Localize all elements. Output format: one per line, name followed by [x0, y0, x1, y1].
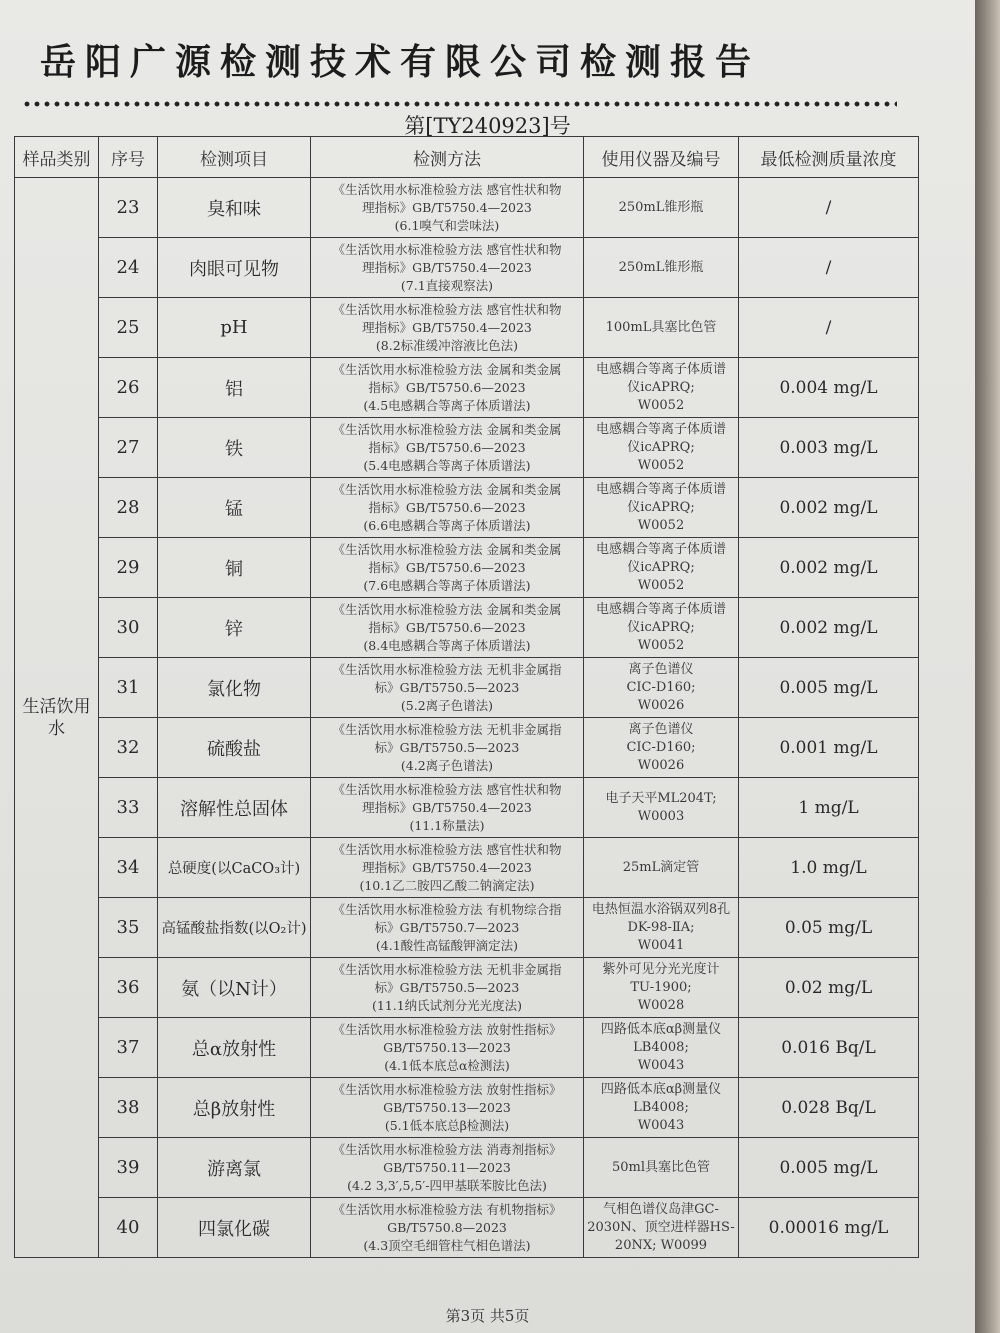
instrument-cell	[584, 958, 739, 1018]
test-method-cell	[311, 658, 584, 718]
method-line: (5.4电感耦合等离子体质谱法)	[363, 457, 531, 473]
method-line: 《生活饮用水标准检验方法 消毒剂指标》	[332, 1141, 562, 1157]
serial-no-cell: 36	[99, 958, 158, 1018]
serial-no-cell: 25	[99, 298, 158, 358]
test-item-cell: 铜	[158, 538, 311, 598]
instrument-line: DK-98-ⅡA;	[627, 919, 695, 935]
instrument-cell	[584, 478, 739, 538]
test-method-cell	[311, 718, 584, 778]
instrument-line: 100mL具塞比色管	[605, 319, 717, 335]
instrument-line: W0041	[637, 937, 685, 953]
method-line: (11.1纳氏试剂分光光度法)	[371, 997, 523, 1013]
method-line: (4.5电感耦合等离子体质谱法)	[363, 397, 531, 413]
test-method-cell	[311, 178, 584, 238]
instrument-line: W0052	[637, 637, 685, 653]
instrument-cell	[584, 538, 739, 598]
instrument-line: W0052	[637, 457, 685, 473]
min-detection-cell: 0.028 Bq/L	[739, 1078, 919, 1138]
table-header-row	[15, 137, 919, 178]
method-line: 《生活饮用水标准检验方法 有机物综合指	[332, 901, 562, 917]
instrument-line: W0043	[637, 1117, 685, 1133]
method-line: (6.6电感耦合等离子体质谱法)	[363, 517, 531, 533]
report-number: 第[TY240923]号	[404, 114, 571, 138]
serial-no-cell: 32	[99, 718, 158, 778]
header-test-item: 检测项目	[158, 137, 311, 178]
min-detection-cell: 0.002 mg/L	[739, 598, 919, 658]
method-line: 《生活饮用水标准检验方法 感官性状和物	[332, 301, 562, 317]
instrument-line: 电感耦合等离子体质谱	[595, 601, 726, 617]
instrument-line: LB4008;	[633, 1099, 689, 1115]
table-row	[15, 1198, 919, 1258]
min-detection-cell: /	[739, 298, 919, 358]
table-row	[15, 1138, 919, 1198]
method-line: 理指标》GB/T5750.4—2023	[362, 259, 532, 275]
method-line: GB/T5750.11—2023	[383, 1159, 511, 1175]
test-item-cell: 氯化物	[158, 658, 311, 718]
method-line: 指标》GB/T5750.6—2023	[368, 619, 526, 635]
instrument-line: 2030N、顶空进样器HS-	[587, 1219, 735, 1235]
instrument-line: W0026	[637, 697, 685, 713]
test-method-cell	[311, 538, 584, 598]
instrument-cell	[584, 718, 739, 778]
header-instrument: 使用仪器及编号	[584, 137, 739, 178]
instrument-line: 离子色谱仪	[628, 661, 694, 677]
instrument-line: LB4008;	[633, 1039, 689, 1055]
method-line: (8.4电感耦合等离子体质谱法)	[363, 637, 531, 653]
instrument-line: W0043	[637, 1057, 685, 1073]
method-line: 《生活饮用水标准检验方法 感官性状和物	[332, 241, 562, 257]
sample-category-cell: 生活饮用水	[15, 178, 99, 1258]
instrument-line: W0052	[637, 517, 685, 533]
method-line: 《生活饮用水标准检验方法 金属和类金属	[332, 361, 562, 377]
method-line: (4.2 3,3′,5,5′-四甲基联苯胺比色法)	[347, 1177, 547, 1193]
instrument-cell	[584, 778, 739, 838]
instrument-line: 气相色谱仪岛津GC-	[603, 1201, 719, 1217]
instrument-line: 电子天平ML204T;	[605, 790, 717, 806]
method-line: 理指标》GB/T5750.4—2023	[362, 319, 532, 335]
serial-no-cell: 34	[99, 838, 158, 898]
instrument-cell	[584, 298, 739, 358]
test-item-cell: 肉眼可见物	[158, 238, 311, 298]
table-row	[15, 358, 919, 418]
method-line: 标》GB/T5750.5—2023	[374, 739, 520, 755]
instrument-cell	[584, 1018, 739, 1078]
test-item-cell: 四氯化碳	[158, 1198, 311, 1258]
method-line: 《生活饮用水标准检验方法 金属和类金属	[332, 601, 562, 617]
method-line: (6.1嗅气和尝味法)	[394, 217, 500, 233]
instrument-line: W0052	[637, 397, 685, 413]
serial-no-cell: 40	[99, 1198, 158, 1258]
table-row	[15, 1018, 919, 1078]
instrument-line: W0003	[637, 808, 685, 824]
instrument-line: CIC-D160;	[626, 739, 696, 755]
method-line: 《生活饮用水标准检验方法 金属和类金属	[332, 421, 562, 437]
test-item-cell: 溶解性总固体	[158, 778, 311, 838]
serial-no-cell: 37	[99, 1018, 158, 1078]
method-line: 理指标》GB/T5750.4—2023	[362, 859, 532, 875]
serial-no-cell: 27	[99, 418, 158, 478]
test-method-cell	[311, 298, 584, 358]
test-item-cell: pH	[158, 298, 311, 358]
test-item-cell: 铁	[158, 418, 311, 478]
serial-no-cell: 28	[99, 478, 158, 538]
method-line: 指标》GB/T5750.6—2023	[368, 379, 526, 395]
method-line: (4.1酸性高锰酸钾滴定法)	[375, 937, 519, 953]
test-item-cell: 总硬度(以CaCO₃计)	[158, 838, 311, 898]
method-line: (5.2离子色谱法)	[400, 697, 494, 713]
instrument-line: 离子色谱仪	[628, 721, 694, 737]
min-detection-cell: 0.005 mg/L	[739, 658, 919, 718]
instrument-cell	[584, 418, 739, 478]
test-method-cell	[311, 478, 584, 538]
min-detection-cell: /	[739, 178, 919, 238]
instrument-cell	[584, 838, 739, 898]
instrument-line: 电感耦合等离子体质谱	[595, 481, 726, 497]
instrument-line: 25mL滴定管	[622, 859, 700, 875]
method-line: 《生活饮用水标准检验方法 金属和类金属	[332, 541, 562, 557]
instrument-line: 紫外可见分光光度计	[602, 961, 720, 977]
test-item-cell: 高锰酸盐指数(以O₂计)	[158, 898, 311, 958]
table-row	[15, 598, 919, 658]
method-line: GB/T5750.13—2023	[383, 1099, 511, 1115]
method-line: 《生活饮用水标准检验方法 无机非金属指	[332, 961, 562, 977]
method-line: 指标》GB/T5750.6—2023	[368, 499, 526, 515]
method-line: 《生活饮用水标准检验方法 感官性状和物	[332, 841, 562, 857]
method-line: (5.1低本底总β检测法)	[384, 1117, 510, 1133]
method-line: 标》GB/T5750.5—2023	[374, 979, 520, 995]
page-footer: 第3页 共5页	[445, 1307, 530, 1325]
test-method-cell	[311, 1018, 584, 1078]
min-detection-cell: 0.002 mg/L	[739, 538, 919, 598]
table-row	[15, 718, 919, 778]
table-row	[15, 418, 919, 478]
serial-no-cell: 26	[99, 358, 158, 418]
method-line: (7.6电感耦合等离子体质谱法)	[363, 577, 531, 593]
test-method-cell	[311, 958, 584, 1018]
table-row	[15, 478, 919, 538]
test-item-cell: 臭和味	[158, 178, 311, 238]
min-detection-cell: 0.002 mg/L	[739, 478, 919, 538]
instrument-line: 电感耦合等离子体质谱	[595, 361, 726, 377]
table-row	[15, 898, 919, 958]
min-detection-cell: 0.003 mg/L	[739, 418, 919, 478]
test-method-cell	[311, 238, 584, 298]
method-line: 指标》GB/T5750.6—2023	[368, 559, 526, 575]
method-line: 《生活饮用水标准检验方法 无机非金属指	[332, 661, 562, 677]
test-method-cell	[311, 358, 584, 418]
table-row	[15, 958, 919, 1018]
method-line: 《生活饮用水标准检验方法 感官性状和物	[332, 181, 562, 197]
table-row	[15, 238, 919, 298]
instrument-line: 四路低本底αβ测量仪	[600, 1081, 722, 1097]
method-line: 理指标》GB/T5750.4—2023	[362, 799, 532, 815]
serial-no-cell: 33	[99, 778, 158, 838]
instrument-line: 仪icAPRQ;	[627, 559, 695, 575]
header-test-method: 检测方法	[311, 137, 584, 178]
test-item-cell: 锰	[158, 478, 311, 538]
report-title: 岳阳广源检测技术有限公司检测报告	[40, 42, 761, 83]
instrument-line: CIC-D160;	[626, 679, 696, 695]
header-sample-category: 样品类别	[15, 137, 99, 178]
method-line: (4.3顶空毛细管柱气相色谱法)	[363, 1237, 531, 1253]
min-detection-cell: 0.05 mg/L	[739, 898, 919, 958]
table-row	[15, 538, 919, 598]
serial-no-cell: 39	[99, 1138, 158, 1198]
method-line: 《生活饮用水标准检验方法 放射性指标》	[332, 1021, 562, 1037]
serial-no-cell: 35	[99, 898, 158, 958]
test-item-cell: 总α放射性	[158, 1018, 311, 1078]
method-line: (11.1称量法)	[409, 817, 485, 833]
test-method-cell	[311, 1198, 584, 1258]
instrument-line: 四路低本底αβ测量仪	[600, 1021, 722, 1037]
instrument-line: 仪icAPRQ;	[627, 499, 695, 515]
method-line: (7.1直接观察法)	[400, 277, 494, 293]
method-line: 标》GB/T5750.7—2023	[374, 919, 520, 935]
instrument-line: 250mL锥形瓶	[618, 199, 704, 215]
method-line: GB/T5750.13—2023	[383, 1039, 511, 1055]
instrument-cell	[584, 898, 739, 958]
test-method-cell	[311, 418, 584, 478]
instrument-cell	[584, 598, 739, 658]
method-line: 理指标》GB/T5750.4—2023	[362, 199, 532, 215]
test-item-cell: 氨（以N计）	[158, 958, 311, 1018]
method-line: (8.2标准缓冲溶液比色法)	[375, 337, 519, 353]
method-line: 指标》GB/T5750.6—2023	[368, 439, 526, 455]
method-line: 《生活饮用水标准检验方法 金属和类金属	[332, 481, 562, 497]
method-line: (4.1低本底总α检测法)	[384, 1057, 510, 1073]
test-method-cell	[311, 898, 584, 958]
table-row	[15, 298, 919, 358]
serial-no-cell: 38	[99, 1078, 158, 1138]
min-detection-cell: 0.016 Bq/L	[739, 1018, 919, 1078]
instrument-cell	[584, 1198, 739, 1258]
table-row	[15, 838, 919, 898]
test-method-cell	[311, 838, 584, 898]
method-line: 《生活饮用水标准检验方法 感官性状和物	[332, 781, 562, 797]
min-detection-cell: 0.00016 mg/L	[739, 1198, 919, 1258]
table-row	[15, 658, 919, 718]
test-method-cell	[311, 1138, 584, 1198]
test-item-cell: 游离氯	[158, 1138, 311, 1198]
instrument-line: W0026	[637, 757, 685, 773]
serial-no-cell: 23	[99, 178, 158, 238]
instrument-line: 电感耦合等离子体质谱	[595, 541, 726, 557]
test-item-cell: 锌	[158, 598, 311, 658]
test-item-cell: 总β放射性	[158, 1078, 311, 1138]
instrument-line: 20NX; W0099	[614, 1237, 708, 1253]
method-line: (4.2离子色谱法)	[400, 757, 494, 773]
min-detection-cell: 0.001 mg/L	[739, 718, 919, 778]
background-edge	[975, 0, 1000, 1333]
method-line: 《生活饮用水标准检验方法 放射性指标》	[332, 1081, 562, 1097]
instrument-line: 仪icAPRQ;	[627, 379, 695, 395]
table-row	[15, 778, 919, 838]
method-line: 标》GB/T5750.5—2023	[374, 679, 520, 695]
min-detection-cell: /	[739, 238, 919, 298]
dotted-divider	[22, 100, 897, 108]
test-method-cell	[311, 1078, 584, 1138]
method-line: GB/T5750.8—2023	[387, 1219, 507, 1235]
instrument-line: 50ml具塞比色管	[611, 1159, 711, 1175]
instrument-cell	[584, 358, 739, 418]
min-detection-cell: 0.02 mg/L	[739, 958, 919, 1018]
serial-no-cell: 29	[99, 538, 158, 598]
serial-no-cell: 31	[99, 658, 158, 718]
instrument-line: 电感耦合等离子体质谱	[595, 421, 726, 437]
method-line: 《生活饮用水标准检验方法 无机非金属指	[332, 721, 562, 737]
instrument-line: 250mL锥形瓶	[618, 259, 704, 275]
instrument-cell	[584, 1138, 739, 1198]
method-line: (10.1乙二胺四乙酸二钠滴定法)	[359, 877, 535, 893]
min-detection-cell: 0.004 mg/L	[739, 358, 919, 418]
instrument-line: 仪icAPRQ;	[627, 439, 695, 455]
test-item-cell: 硫酸盐	[158, 718, 311, 778]
inspection-table	[14, 136, 919, 1258]
instrument-line: W0052	[637, 577, 685, 593]
instrument-line: 仪icAPRQ;	[627, 619, 695, 635]
instrument-line: TU-1900;	[630, 979, 692, 995]
serial-no-cell: 30	[99, 598, 158, 658]
min-detection-cell: 1.0 mg/L	[739, 838, 919, 898]
table-row	[15, 178, 919, 238]
test-method-cell	[311, 778, 584, 838]
min-detection-cell: 1 mg/L	[739, 778, 919, 838]
header-serial-no: 序号	[99, 137, 158, 178]
instrument-cell	[584, 658, 739, 718]
serial-no-cell: 24	[99, 238, 158, 298]
table-row	[15, 1078, 919, 1138]
header-min-detection: 最低检测质量浓度	[739, 137, 919, 178]
test-item-cell: 铝	[158, 358, 311, 418]
instrument-line: 电热恒温水浴锅双列8孔	[591, 901, 731, 917]
method-line: 《生活饮用水标准检验方法 有机物指标》	[332, 1201, 562, 1217]
min-detection-cell: 0.005 mg/L	[739, 1138, 919, 1198]
test-method-cell	[311, 598, 584, 658]
instrument-cell	[584, 178, 739, 238]
instrument-cell	[584, 1078, 739, 1138]
instrument-line: W0028	[637, 997, 685, 1013]
instrument-cell	[584, 238, 739, 298]
